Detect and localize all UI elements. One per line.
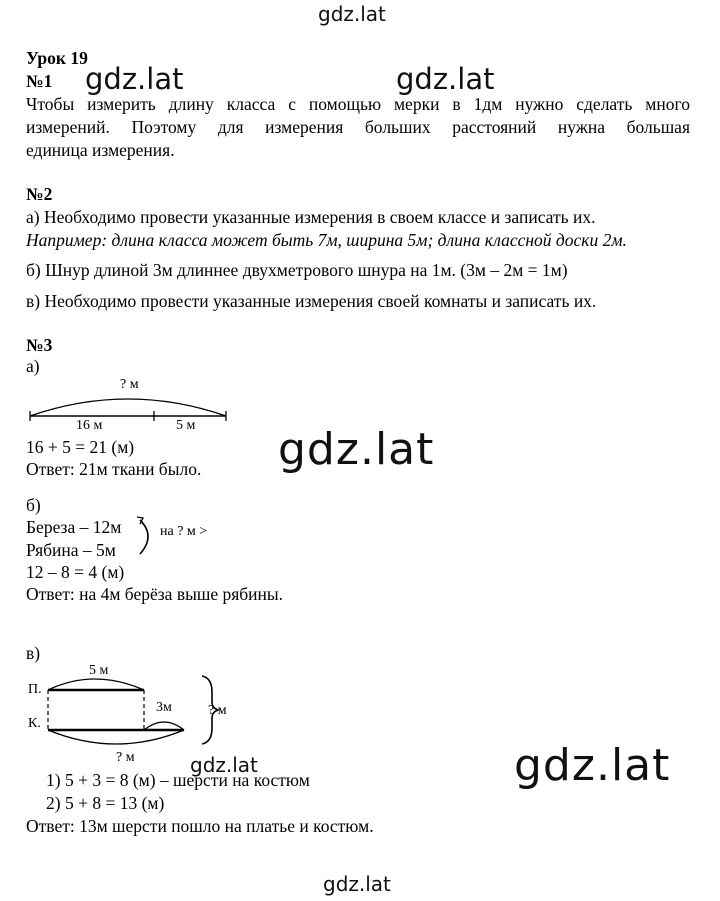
task3a-answer: Ответ: 21м ткани было. (26, 459, 202, 479)
watermark-top: gdz.lat (318, 2, 386, 26)
watermark-left: gdz.lat (85, 62, 184, 96)
compare-arc-icon (134, 514, 160, 560)
task3c-step1: 1) 5 + 3 = 8 (м) – шерсти на костюм (46, 770, 310, 790)
diagram-c-top-label: 5 м (89, 663, 109, 678)
watermark-bottom: gdz.lat (323, 872, 391, 896)
watermark-small-mid: gdz.lat (190, 753, 258, 777)
task3a-letter: а) (26, 356, 40, 376)
task1-line-2: измерений. Поэтому для измерения больших расстояний нужна большая (26, 117, 690, 137)
task3a-calc: 16 + 5 = 21 (м) (26, 437, 135, 457)
task3b-calc: 12 – 8 = 4 (м) (26, 562, 125, 582)
task2-c: в) Необходимо провести указанные измерения своей комнаты и записать их. (26, 291, 597, 311)
diagram-a-total-label: ? м (120, 377, 139, 392)
diagram-a-right-label: 5 м (176, 418, 196, 433)
task1-line-1: Чтобы измерить длину класса с помощью мерки в 1дм нужно сделать много (26, 94, 690, 114)
diagram-c-label-p: П. (28, 682, 42, 697)
task3b-birch: Береза – 12м (26, 517, 122, 537)
lesson-title: Урок 19 (26, 48, 88, 68)
diagram-c-bottom-label: ? м (116, 750, 135, 765)
task3c-step2: 2) 5 + 8 = 13 (м) (46, 793, 165, 813)
compare-label: на ? м > (160, 524, 208, 539)
task3c-answer: Ответ: 13м шерсти пошло на платье и костюм. (26, 816, 374, 836)
task3c-letter: в) (26, 643, 41, 663)
watermark-right: gdz.lat (396, 62, 495, 96)
diagram-c-label-k: К. (28, 716, 41, 731)
watermark-center: gdz.lat (278, 424, 435, 475)
task3b-answer: Ответ: на 4м берёза выше рябины. (26, 584, 284, 604)
task1-line-3: единица измерения. (26, 140, 175, 160)
task2-a: а) Необходимо провести указанные измерения в своем классе и записать их. (26, 207, 596, 227)
diagram-c-brace-label: ? м (208, 703, 227, 718)
diagram-a-left-label: 16 м (76, 418, 103, 433)
task3b-letter: б) (26, 495, 41, 515)
task2-label: №2 (26, 184, 53, 204)
task3b-rowan: Рябина – 5м (26, 540, 116, 560)
task1-label: №1 (26, 71, 53, 91)
diagram-c-extra-label: 3м (156, 700, 172, 715)
task3-label: №3 (26, 335, 53, 355)
watermark-lower-right: gdz.lat (514, 740, 671, 791)
task2-b: б) Шнур длиной 3м длиннее двухметрового шнура на 1м. (3м – 2м = 1м) (26, 260, 568, 280)
task2-example: Например: длина класса может быть 7м, ширина 5м; длина классной доски 2м. (26, 230, 627, 250)
